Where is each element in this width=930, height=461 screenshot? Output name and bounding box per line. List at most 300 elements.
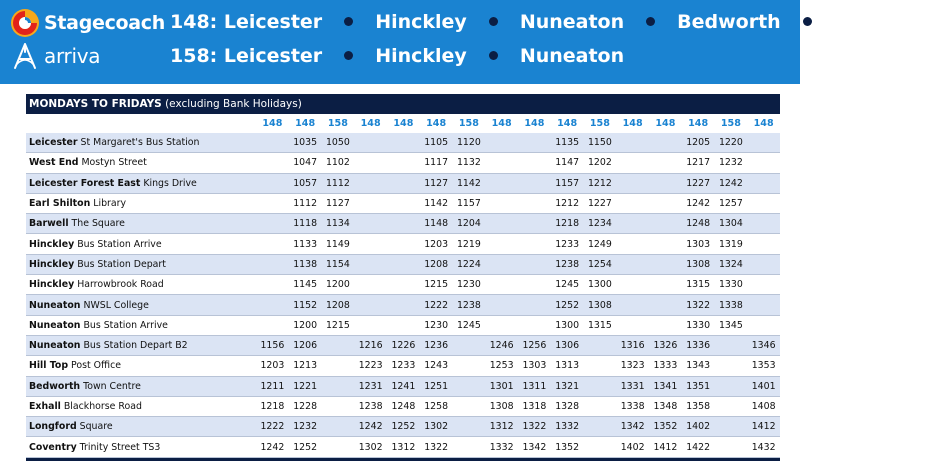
departure-time: [387, 193, 420, 213]
departure-time: 1315: [682, 275, 715, 295]
stop-name-cell: [26, 295, 256, 315]
departure-time: 1312: [387, 437, 420, 457]
departure-time: 1402: [682, 417, 715, 437]
departure-time: 1133: [289, 234, 322, 254]
stop-name-cell: [26, 173, 256, 193]
departure-time: 1242: [256, 437, 289, 457]
departure-time: [747, 254, 780, 274]
departure-time: [354, 214, 387, 234]
departure-time: 1323: [616, 356, 649, 376]
departure-time: [715, 356, 748, 376]
departure-time: 1035: [289, 133, 322, 153]
timetable-row: [26, 254, 780, 274]
stop-name: The Square: [68, 218, 125, 230]
departure-time: [485, 193, 518, 213]
route-number-header: 148: [360, 118, 381, 129]
departure-time: 1206: [289, 335, 322, 355]
departure-time: 1242: [354, 417, 387, 437]
departure-time: [256, 234, 289, 254]
departure-time: 1232: [289, 417, 322, 437]
departure-time: [747, 153, 780, 173]
stop-name-cell: [26, 437, 256, 457]
departure-time: 1352: [649, 417, 682, 437]
departure-time: [715, 396, 748, 416]
departure-time: 1338: [616, 396, 649, 416]
departure-time: [715, 437, 748, 457]
place-name: Nuneaton: [29, 319, 81, 331]
departure-time: [256, 254, 289, 274]
departure-time: [485, 254, 518, 274]
departure-time: 1330: [682, 315, 715, 335]
departure-time: [256, 315, 289, 335]
departure-time: 1252: [551, 295, 584, 315]
departure-time: 1212: [584, 173, 617, 193]
departure-time: 1138: [289, 254, 322, 274]
departure-time: [453, 376, 486, 396]
stop-name-cell: [26, 193, 256, 213]
route-number-header: 148: [688, 118, 709, 129]
departure-time: [387, 153, 420, 173]
departure-time: 1252: [289, 437, 322, 457]
departure-time: 1312: [485, 417, 518, 437]
departure-time: [518, 295, 551, 315]
route-number-header: 148: [393, 118, 414, 129]
departure-time: [518, 193, 551, 213]
stop-name: St Margaret's Bus Station: [77, 137, 200, 149]
timetable-row: [26, 173, 780, 193]
departure-time: 1321: [551, 376, 584, 396]
departure-time: 1057: [289, 173, 322, 193]
departure-time: 1245: [551, 275, 584, 295]
departure-time: [453, 437, 486, 457]
departure-time: 1135: [551, 133, 584, 153]
departure-time: 1358: [682, 396, 715, 416]
bullet-dot: [344, 17, 353, 26]
route-number-header: 158: [458, 118, 479, 129]
stagecoach-swirl-icon: [10, 8, 40, 38]
timetable-row: [26, 133, 780, 153]
departure-time: 1332: [485, 437, 518, 457]
departure-time: 1243: [420, 356, 453, 376]
stop-name: Bus Station Depart B2: [80, 340, 188, 352]
departure-time: [485, 315, 518, 335]
bullet-dot: [803, 17, 812, 26]
departure-time: [354, 234, 387, 254]
stop-name: Library: [90, 198, 127, 210]
departure-time: 1230: [453, 275, 486, 295]
departure-time: 1341: [649, 376, 682, 396]
stop-name: Mostyn Street: [78, 157, 147, 169]
timetable-heading: [26, 94, 780, 114]
departure-time: 1112: [322, 173, 355, 193]
departure-time: 1127: [322, 193, 355, 213]
departure-time: [485, 173, 518, 193]
timetable: [26, 94, 780, 461]
departure-time: 1326: [649, 335, 682, 355]
stop-name: Trinity Street TS3: [76, 441, 161, 453]
departure-time: 1212: [551, 193, 584, 213]
place-name: Nuneaton: [29, 299, 81, 311]
departure-time: [453, 335, 486, 355]
departure-time: [584, 396, 617, 416]
route-number-row: [26, 114, 780, 133]
departure-time: 1238: [354, 396, 387, 416]
departure-time: [322, 376, 355, 396]
departure-time: [616, 193, 649, 213]
timetable-row: [26, 153, 780, 173]
stop-name-cell: [26, 275, 256, 295]
departure-time: [715, 376, 748, 396]
departure-time: [256, 214, 289, 234]
departure-time: 1238: [453, 295, 486, 315]
departure-time: [256, 295, 289, 315]
departure-time: 1204: [453, 214, 486, 234]
timetable-row: [26, 417, 780, 437]
route-158-stop: Hinckley: [375, 45, 467, 67]
departure-time: 1258: [420, 396, 453, 416]
route-number-header: 158: [720, 118, 741, 129]
stop-name-cell: [26, 376, 256, 396]
place-name: Barwell: [29, 218, 69, 230]
departure-time: [256, 173, 289, 193]
stop-name-cell: [26, 153, 256, 173]
departure-time: 1222: [256, 417, 289, 437]
arriva-logo: [12, 42, 100, 70]
departure-time: 1232: [715, 153, 748, 173]
stop-name-cell: [26, 315, 256, 335]
stop-name: Bus Station Arrive: [80, 319, 168, 331]
arriva-mark-icon: [12, 42, 38, 70]
departure-time: [354, 315, 387, 335]
departure-time: 1324: [715, 254, 748, 274]
departure-time: [715, 335, 748, 355]
departure-time: 1217: [682, 153, 715, 173]
departure-time: 1333: [649, 356, 682, 376]
departure-time: 1152: [289, 295, 322, 315]
place-name: West End: [29, 157, 79, 169]
departure-time: 1241: [387, 376, 420, 396]
departure-time: [616, 133, 649, 153]
departure-time: 1117: [420, 153, 453, 173]
departure-time: [649, 315, 682, 335]
departure-time: 1311: [518, 376, 551, 396]
departure-time: 1318: [518, 396, 551, 416]
departure-time: 1233: [551, 234, 584, 254]
departure-time: 1213: [289, 356, 322, 376]
departure-time: [256, 153, 289, 173]
place-name: Nuneaton: [29, 340, 81, 352]
departure-time: 1408: [747, 396, 780, 416]
departure-time: 1236: [420, 335, 453, 355]
departure-time: [649, 133, 682, 153]
stop-name: Bus Station Arrive: [74, 238, 162, 250]
departure-time: [649, 254, 682, 274]
departure-time: 1227: [682, 173, 715, 193]
departure-time: 1200: [322, 275, 355, 295]
departure-time: 1342: [616, 417, 649, 437]
departure-time: 1316: [616, 335, 649, 355]
departure-time: 1257: [715, 193, 748, 213]
days-label: MONDAYS TO FRIDAYS: [29, 98, 162, 110]
departure-time: 1238: [551, 254, 584, 274]
departure-time: 1412: [649, 437, 682, 457]
departure-time: 1401: [747, 376, 780, 396]
departure-time: 1332: [551, 417, 584, 437]
timetable-row: [26, 335, 780, 355]
departure-time: 1148: [420, 214, 453, 234]
place-name: Hinckley: [29, 279, 75, 291]
departure-time: [354, 295, 387, 315]
departure-time: 1142: [453, 173, 486, 193]
departure-time: [649, 295, 682, 315]
place-name: Earl Shilton: [29, 198, 91, 210]
departure-time: [584, 376, 617, 396]
departure-time: [256, 275, 289, 295]
departure-time: 1242: [682, 193, 715, 213]
departure-time: 1203: [256, 356, 289, 376]
place-name: Longford: [29, 421, 77, 433]
departure-time: 1300: [551, 315, 584, 335]
bullet-dot: [489, 17, 498, 26]
departure-time: [387, 133, 420, 153]
departure-time: 1245: [453, 315, 486, 335]
departure-time: 1246: [485, 335, 518, 355]
place-name: Exhall: [29, 401, 61, 412]
departure-time: 1142: [420, 193, 453, 213]
departure-time: [747, 295, 780, 315]
departure-time: 1313: [551, 356, 584, 376]
departure-time: [616, 173, 649, 193]
departure-time: 1200: [289, 315, 322, 335]
departure-time: [747, 214, 780, 234]
departure-time: 1348: [649, 396, 682, 416]
departure-time: 1328: [551, 396, 584, 416]
departure-time: [256, 193, 289, 213]
departure-time: 1105: [420, 133, 453, 153]
departure-time: 1127: [420, 173, 453, 193]
timetable-row: [26, 193, 780, 213]
departure-time: 1322: [518, 417, 551, 437]
departure-time: 1252: [387, 417, 420, 437]
route-158-stop: Nuneaton: [519, 45, 625, 67]
route-number-header: 148: [622, 118, 643, 129]
departure-time: [616, 315, 649, 335]
stop-name: Harrowbrook Road: [74, 279, 164, 291]
route-number-header: 158: [589, 118, 610, 129]
timetable-row: [26, 356, 780, 376]
departure-time: 1302: [354, 437, 387, 457]
departure-time: 1300: [584, 275, 617, 295]
stop-name-cell: [26, 133, 256, 153]
departure-time: 1227: [584, 193, 617, 213]
departure-time: [453, 356, 486, 376]
days-qualifier: (excluding Bank Holidays): [161, 98, 302, 110]
departure-time: [518, 234, 551, 254]
departure-time: [387, 234, 420, 254]
departure-time: 1322: [682, 295, 715, 315]
departure-time: [387, 173, 420, 193]
departure-time: 1308: [485, 396, 518, 416]
departure-time: 1315: [584, 315, 617, 335]
route-number-header: 148: [524, 118, 545, 129]
departure-time: [354, 153, 387, 173]
departure-time: 1118: [289, 214, 322, 234]
departure-time: [518, 315, 551, 335]
departure-time: 1226: [387, 335, 420, 355]
departure-time: 1147: [551, 153, 584, 173]
bullet-dot: [646, 17, 655, 26]
departure-time: 1202: [584, 153, 617, 173]
departure-time: [354, 133, 387, 153]
departure-time: 1302: [420, 417, 453, 437]
departure-time: [649, 193, 682, 213]
departure-time: [485, 275, 518, 295]
place-name: Leicester: [29, 137, 78, 149]
departure-time: [256, 133, 289, 153]
route-number-header: 148: [557, 118, 578, 129]
departure-time: 1353: [747, 356, 780, 376]
departure-time: 1306: [551, 335, 584, 355]
departure-time: 1216: [354, 335, 387, 355]
stagecoach-logo: [10, 8, 165, 38]
departure-time: 1330: [715, 275, 748, 295]
departure-time: [322, 335, 355, 355]
stop-name-cell: [26, 396, 256, 416]
departure-time: 1156: [256, 335, 289, 355]
departure-time: [584, 437, 617, 457]
departure-time: 1336: [682, 335, 715, 355]
header-banner: [0, 0, 930, 84]
stop-name: Square: [76, 421, 113, 433]
place-name: Hinckley: [29, 258, 75, 270]
departure-time: 1331: [616, 376, 649, 396]
departure-time: 1157: [551, 173, 584, 193]
departure-time: 1112: [289, 193, 322, 213]
stop-name-cell: [26, 335, 256, 355]
timetable-grid: [26, 114, 780, 458]
stop-name: NWSL College: [80, 299, 149, 311]
departure-time: [518, 254, 551, 274]
departure-time: [584, 417, 617, 437]
route-148-line: [170, 11, 930, 33]
departure-time: [747, 173, 780, 193]
departure-time: 1203: [420, 234, 453, 254]
bullet-dot: [489, 51, 498, 60]
departure-time: 1149: [322, 234, 355, 254]
departure-time: [616, 214, 649, 234]
departure-time: [649, 234, 682, 254]
departure-time: 1215: [322, 315, 355, 335]
departure-time: 1303: [682, 234, 715, 254]
departure-time: [485, 133, 518, 153]
departure-time: [518, 133, 551, 153]
timetable-bottom-rule: [26, 458, 780, 461]
place-name: Hinckley: [29, 238, 75, 250]
departure-time: 1223: [354, 356, 387, 376]
stop-name: Blackhorse Road: [60, 401, 142, 412]
departure-time: [649, 214, 682, 234]
departure-time: [453, 417, 486, 437]
departure-time: [747, 133, 780, 153]
stop-name: Post Office: [68, 360, 122, 372]
route-number-header: 148: [491, 118, 512, 129]
departure-time: 1218: [256, 396, 289, 416]
departure-time: 1345: [715, 315, 748, 335]
departure-time: 1248: [682, 214, 715, 234]
route-number-header: 148: [753, 118, 774, 129]
departure-time: 1145: [289, 275, 322, 295]
departure-time: [453, 396, 486, 416]
departure-time: 1228: [289, 396, 322, 416]
departure-time: 1343: [682, 356, 715, 376]
route-number-header: 158: [327, 118, 348, 129]
departure-time: 1132: [453, 153, 486, 173]
departure-time: [616, 234, 649, 254]
departure-time: [485, 153, 518, 173]
departure-time: [354, 275, 387, 295]
departure-time: 1215: [420, 275, 453, 295]
stop-name: Kings Drive: [140, 177, 197, 189]
departure-time: 1253: [485, 356, 518, 376]
departure-time: [715, 417, 748, 437]
route-158-line: [170, 45, 624, 67]
departure-time: [616, 275, 649, 295]
timetable-row: [26, 234, 780, 254]
departure-time: 1322: [420, 437, 453, 457]
route-number-header: 148: [262, 118, 283, 129]
departure-time: [747, 315, 780, 335]
departure-time: 1402: [616, 437, 649, 457]
departure-time: 1412: [747, 417, 780, 437]
route-number-header: 148: [655, 118, 676, 129]
timetable-row: [26, 376, 780, 396]
departure-time: [616, 254, 649, 274]
departure-time: 1230: [420, 315, 453, 335]
departure-time: [584, 356, 617, 376]
bullet-dot: [344, 51, 353, 60]
departure-time: 1338: [715, 295, 748, 315]
departure-time: 1205: [682, 133, 715, 153]
departure-time: [518, 173, 551, 193]
departure-time: 1234: [584, 214, 617, 234]
departure-time: [387, 214, 420, 234]
timetable-row: [26, 437, 780, 457]
departure-time: [322, 417, 355, 437]
departure-time: 1047: [289, 153, 322, 173]
route-148-stop: Nuneaton: [519, 11, 625, 33]
departure-time: [518, 153, 551, 173]
departure-time: 1154: [322, 254, 355, 274]
departure-time: [747, 234, 780, 254]
departure-time: 1134: [322, 214, 355, 234]
departure-time: [747, 193, 780, 213]
timetable-row: [26, 275, 780, 295]
departure-time: 1150: [584, 133, 617, 153]
departure-time: 1218: [551, 214, 584, 234]
stagecoach-wordmark: Stagecoach: [44, 12, 166, 34]
departure-time: [354, 254, 387, 274]
stop-name: Town Centre: [80, 380, 141, 392]
place-name: Bedworth: [29, 380, 81, 392]
departure-time: 1208: [322, 295, 355, 315]
departure-time: [322, 356, 355, 376]
timetable-row: [26, 396, 780, 416]
departure-time: 1208: [420, 254, 453, 274]
departure-time: 1319: [715, 234, 748, 254]
departure-time: 1351: [682, 376, 715, 396]
departure-time: 1224: [453, 254, 486, 274]
corner-cell: [26, 114, 256, 133]
